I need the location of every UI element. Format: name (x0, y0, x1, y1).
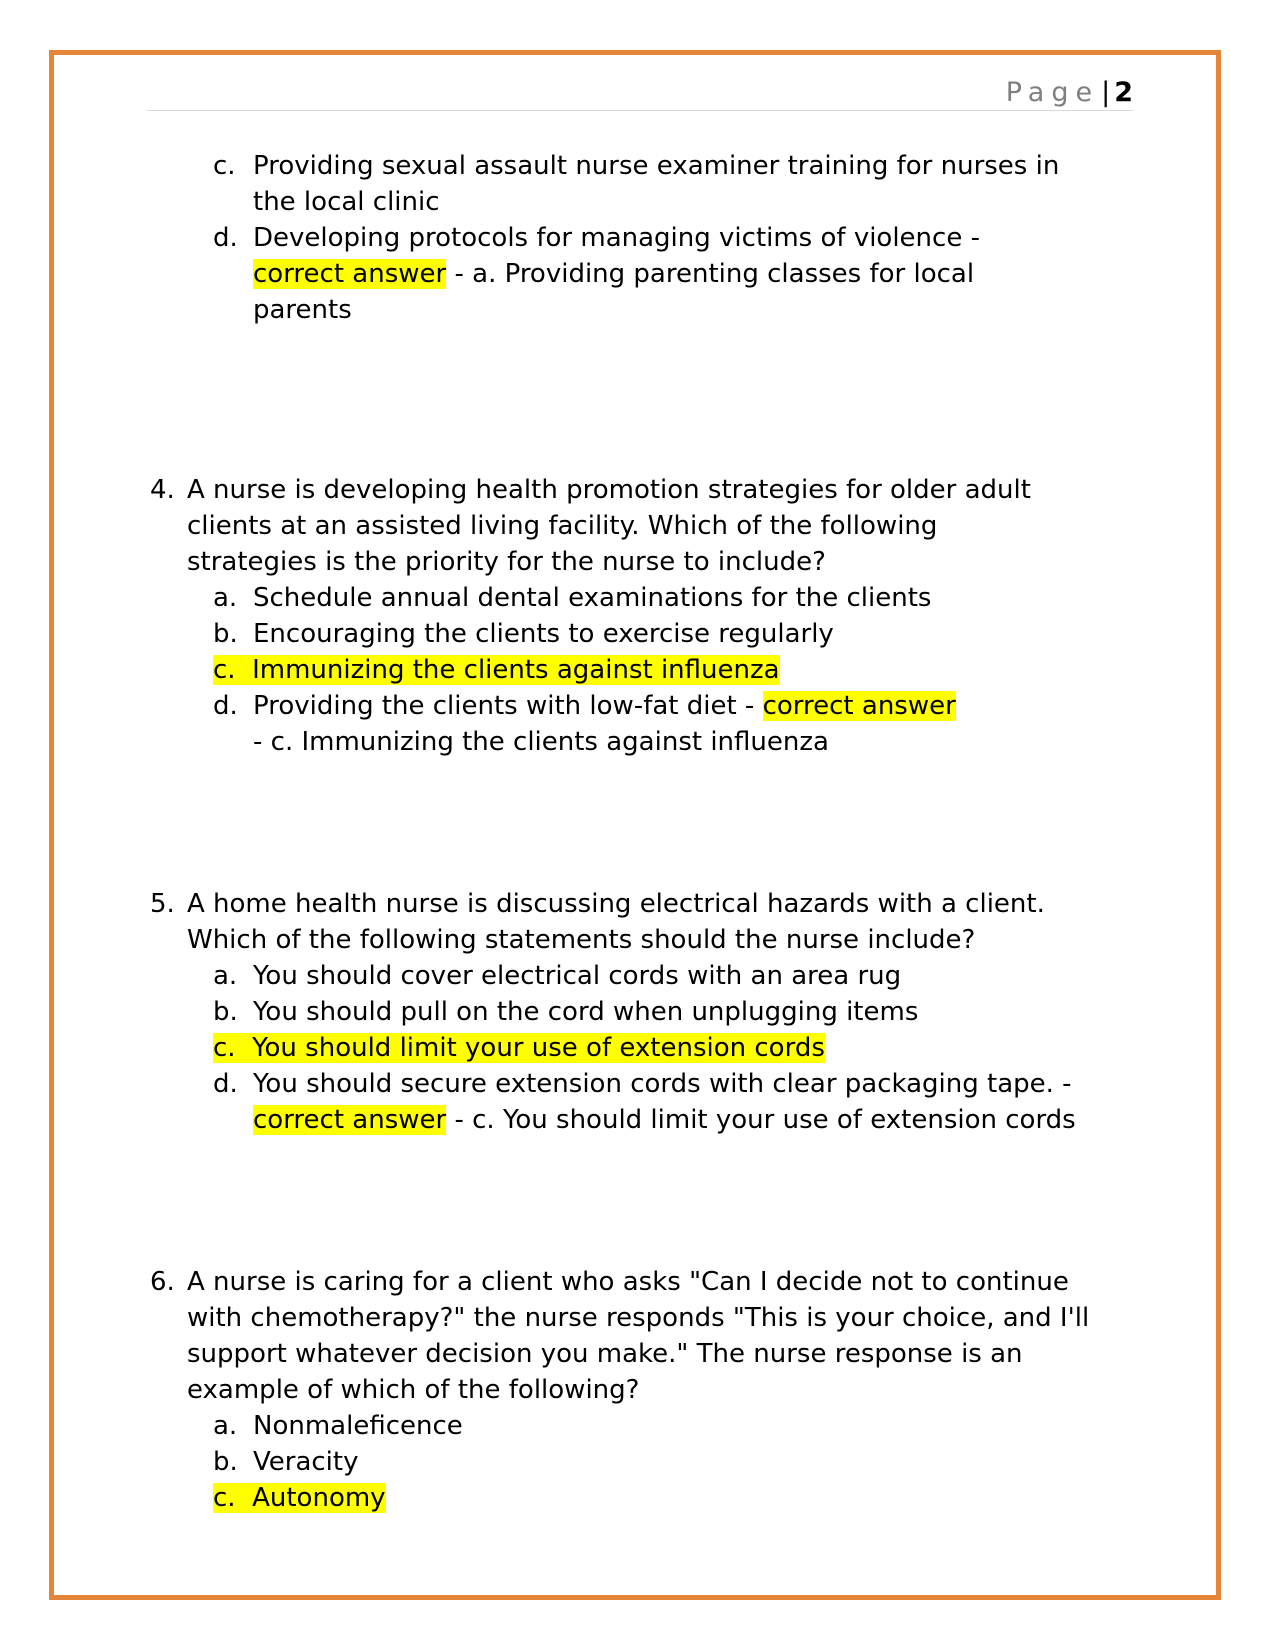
option-text: Autonomy (252, 1483, 386, 1513)
question-stem: A nurse is caring for a client who asks "Can I decide not to continue with chemotherapy?" the nurse responds "This is your choice, and I'll support whatever decision you make." The nurse response is an example of which of the following? (187, 1267, 1090, 1405)
option-letter: d. (213, 223, 238, 253)
page-label: Page (1005, 77, 1100, 108)
option-text: Veracity (253, 1447, 359, 1477)
option-text: You should cover electrical cords with an area rug (253, 961, 902, 991)
option-answer-text: - c. You should limit your use of extension cords (446, 1105, 1076, 1135)
option-item (147, 148, 1093, 220)
option-item (147, 580, 1137, 616)
question-stem: A nurse is developing health promotion strategies for older adult clients at an assisted living facility. Which of the following strategies is the priority for the nurse to include? (187, 475, 1031, 577)
option-text: Providing the clients with low-fat diet - (253, 691, 763, 721)
option-text: You should limit your use of extension cords (252, 1033, 825, 1063)
option-letter: a. (213, 961, 238, 991)
option-text: Encouraging the clients to exercise regularly (253, 619, 834, 649)
option-item (147, 688, 973, 760)
option-item (147, 1066, 1103, 1138)
option-letter: b. (213, 1447, 238, 1477)
option-text: You should secure extension cords with clear packaging tape. - (253, 1069, 1072, 1099)
option-letter: d. (213, 1069, 238, 1099)
question-number: 5. (150, 889, 175, 919)
option-letter: a. (213, 1411, 238, 1441)
option-answer-text: - a. Providing parenting classes for local parents (253, 259, 975, 325)
correct-answer-highlight: correct answer (253, 1105, 447, 1135)
option-item (147, 958, 1137, 994)
option-answer-text: - c. Immunizing the clients against influenza (253, 727, 829, 757)
option-item (147, 1444, 1137, 1480)
question-5 (147, 886, 1097, 958)
header-separator: | (1101, 77, 1111, 108)
option-letter: c. (213, 1033, 236, 1063)
option-text: Providing sexual assault nurse examiner training for nurses in the local clinic (253, 151, 1060, 217)
question-number: 6. (150, 1267, 175, 1297)
option-item-correct (213, 1480, 1137, 1516)
question-stem: A home health nurse is discussing electrical hazards with a client. Which of the following statements should the nurse include? (187, 889, 1045, 955)
option-item (147, 220, 1053, 328)
correct-answer-highlight: correct answer (253, 259, 447, 289)
question-6 (147, 1264, 1107, 1408)
option-letter: c. (213, 1483, 236, 1513)
correct-answer-highlight: correct answer (762, 691, 956, 721)
option-item-correct (213, 652, 1137, 688)
option-letter: a. (213, 583, 238, 613)
question-4 (147, 472, 1067, 580)
page-header (147, 76, 1133, 111)
option-letter: d. (213, 691, 238, 721)
option-item (147, 616, 1137, 652)
page-number: 2 (1114, 77, 1133, 108)
option-letter: b. (213, 997, 238, 1027)
option-letter: c. (213, 151, 236, 181)
option-letter: b. (213, 619, 238, 649)
question-number: 4. (150, 475, 175, 505)
option-text: Schedule annual dental examinations for the clients (253, 583, 932, 613)
option-text: Immunizing the clients against influenza (252, 655, 780, 685)
option-item-correct (213, 1030, 1137, 1066)
option-text: You should pull on the cord when unplugging items (253, 997, 919, 1027)
option-item (147, 1408, 1137, 1444)
option-item (147, 994, 1137, 1030)
document-body (147, 148, 1137, 1516)
option-text: Nonmaleficence (253, 1411, 463, 1441)
option-letter: c. (213, 655, 236, 685)
option-text: Developing protocols for managing victims of violence - (253, 223, 980, 253)
